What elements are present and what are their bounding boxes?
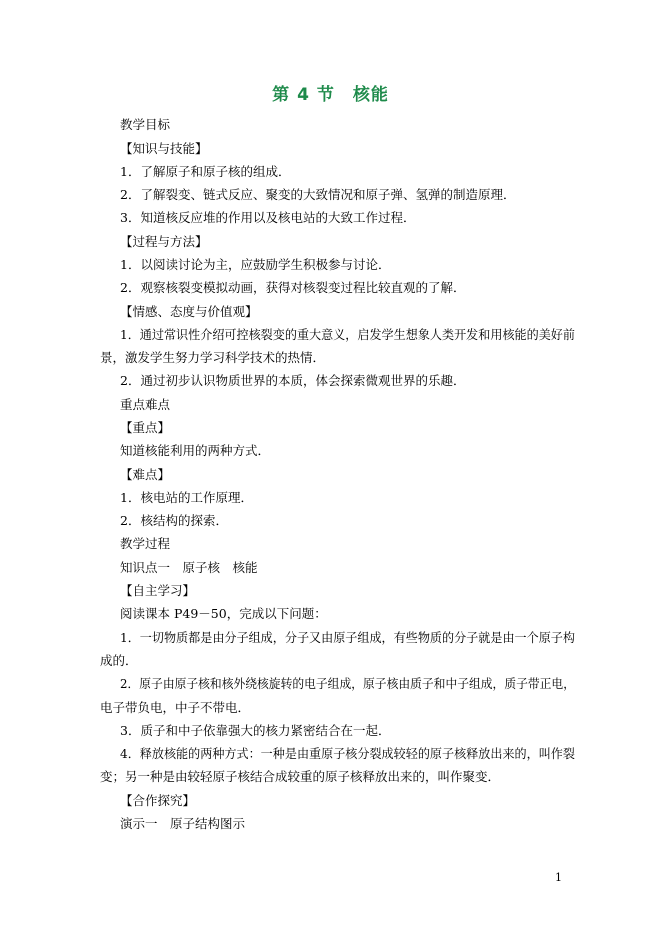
text-line: 【过程与方法】 xyxy=(120,234,208,249)
text-line: 1．核电站的工作原理． xyxy=(120,490,253,505)
text-line: 1．以阅读讨论为主，应鼓励学生积极参与讨论． xyxy=(120,257,391,272)
text-line: 【情感、态度与价值观】 xyxy=(120,304,258,319)
text-line: 重点难点 xyxy=(120,397,171,412)
text-line: 2．通过初步认识物质世界的本质，体会探索微观世界的乐趣． xyxy=(120,373,466,388)
text-line: 【自主学习】 xyxy=(120,583,196,598)
text-line: 演示一 原子结构图示 xyxy=(120,816,246,831)
text-line: 1．一切物质都是由分子组成，分子又由原子组成，有些物质的分子就是由一个原子构 xyxy=(120,630,575,645)
text-line: 成的． xyxy=(100,653,138,668)
text-line: 变；另一种是由较轻原子核结合成较重的原子核释放出来的，叫作聚变． xyxy=(100,769,501,784)
text-line: 2．了解裂变、链式反应、聚变的大致情况和原子弹、氢弹的制造原理． xyxy=(120,187,516,202)
text-line: 【重点】 xyxy=(120,420,171,435)
text-line: 教学过程 xyxy=(120,536,171,551)
text-line: 2．核结构的探索． xyxy=(120,513,228,528)
text-line: 【难点】 xyxy=(120,467,171,482)
text-line: 1．了解原子和原子核的组成． xyxy=(120,164,291,179)
page-title: 第 4 节 核能 xyxy=(272,85,389,105)
text-line: 3．质子和中子依靠强大的核力紧密结合在一起． xyxy=(120,723,391,738)
text-line: 2．观察核裂变模拟动画，获得对核裂变过程比较直观的了解． xyxy=(120,280,466,295)
text-line: 【合作探究】 xyxy=(120,793,196,808)
text-line: 3．知道核反应堆的作用以及核电站的大致工作过程． xyxy=(120,210,416,225)
text-line: 知道核能利用的两种方式． xyxy=(120,443,271,458)
text-line: 1．通过常识性介绍可控核裂变的重大意义，启发学生想象人类开发和用核能的美好前 xyxy=(120,327,575,342)
text-line: 电子带负电，中子不带电． xyxy=(100,700,251,715)
text-line: 4．释放核能的两种方式：一种是由重原子核分裂成较轻的原子核释放出来的，叫作裂 xyxy=(120,746,575,761)
text-line: 2．原子由原子核和核外绕核旋转的电子组成，原子核由质子和中子组成，质子带正电， xyxy=(120,676,575,691)
text-line: 阅读课本 P49－50，完成以下问题： xyxy=(120,606,327,621)
text-line: 教学目标 xyxy=(120,117,171,132)
text-line: 知识点一 原子核 核能 xyxy=(120,560,258,575)
text-line: 景，激发学生努力学习科学技术的热情． xyxy=(100,350,326,365)
page-number: 1 xyxy=(555,871,562,884)
text-line: 【知识与技能】 xyxy=(120,141,208,156)
